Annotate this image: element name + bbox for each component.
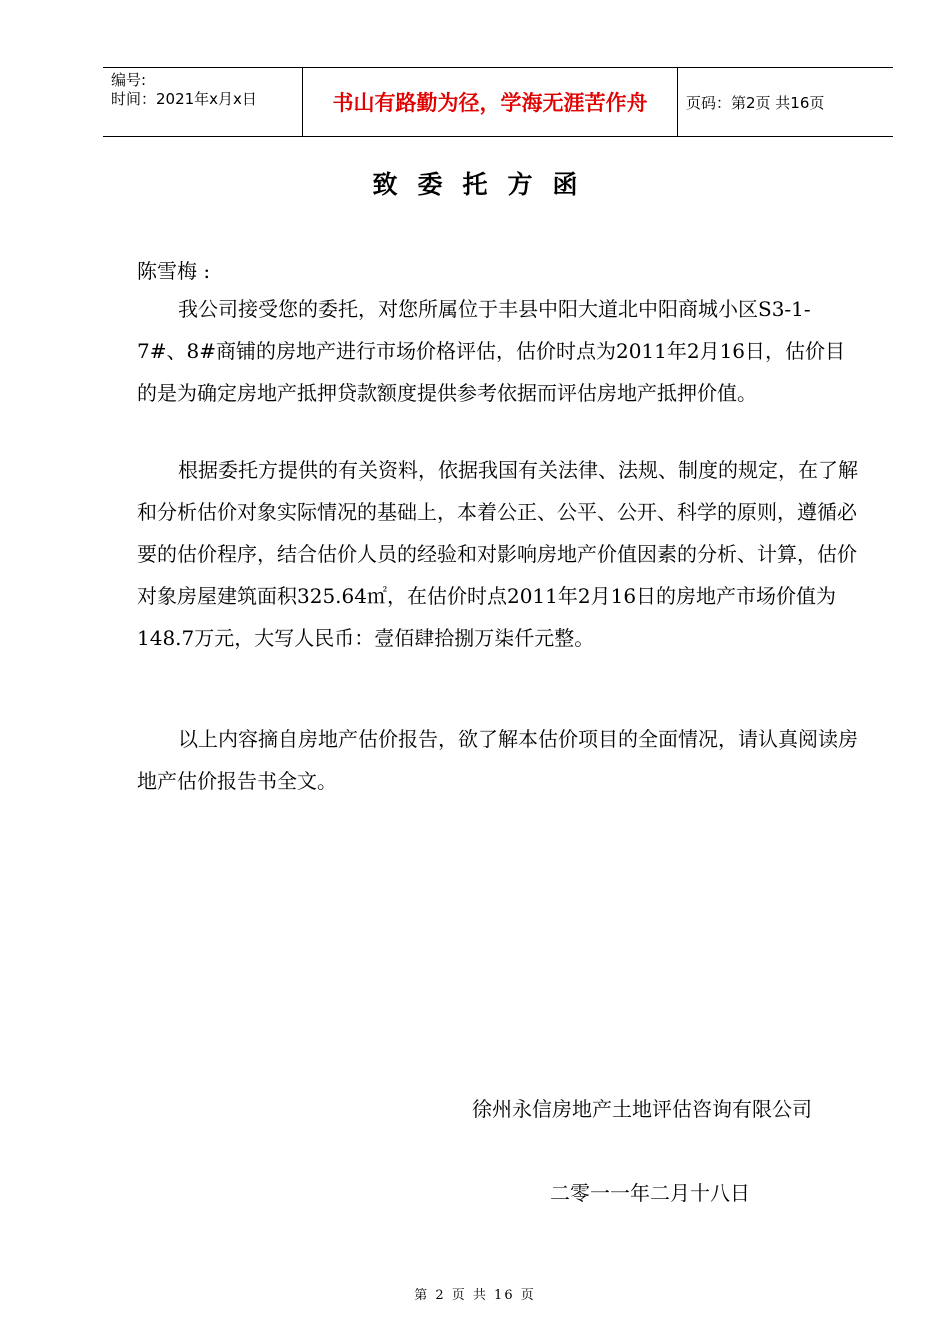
document-time-label: 时间：2021年x月x日: [111, 90, 257, 108]
header-page-number: 页码：第2页 共16页: [686, 93, 825, 112]
document-title: 致委托方函: [372, 170, 598, 199]
paragraph-valuation: 根据委托方提供的有关资料，依据我国有关法律、法规、制度的规定，在了解和分析估价对象实际情况的基础上，本着公正、公平、公开、科学的原则，遵循必要的估价程序，结合估价人员的经验和对影响房地产价值因素的分析、计算，估价对象房屋建筑面积325.64㎡，在估价时点2011年2月16日的房地产市场价值为148.7万元，大写人民币：壹佰肆拾捌万柒仟元整。: [137, 458, 858, 650]
paragraph-commission: 我公司接受您的委托，对您所属位于丰县中阳大道北中阳商城小区S3-1-7#、8#商铺的房地产进行市场价格评估，估价时点为2011年2月16日，估价目的是为确定房地产抵押贷款额度提供参考依据而评估房地产抵押价值。: [137, 297, 846, 405]
header-motto: 书山有路勤为径，学海无涯苦作舟: [303, 68, 678, 136]
paragraph-note: 以上内容摘自房地产估价报告，欲了解本估价项目的全面情况，请认真阅读房地产估价报告书全文。: [137, 727, 858, 793]
salutation: 陈雪梅 :: [137, 259, 211, 283]
signature-date: 二零一一年二月十八日: [550, 1181, 750, 1205]
page-footer: 第 2 页 共 16 页: [414, 1288, 536, 1303]
document-number-label: 编号:: [111, 71, 147, 89]
company-signature: 徐州永信房地产土地评估咨询有限公司: [472, 1097, 812, 1121]
page-header: [103, 67, 893, 137]
header-meta: [103, 68, 303, 136]
